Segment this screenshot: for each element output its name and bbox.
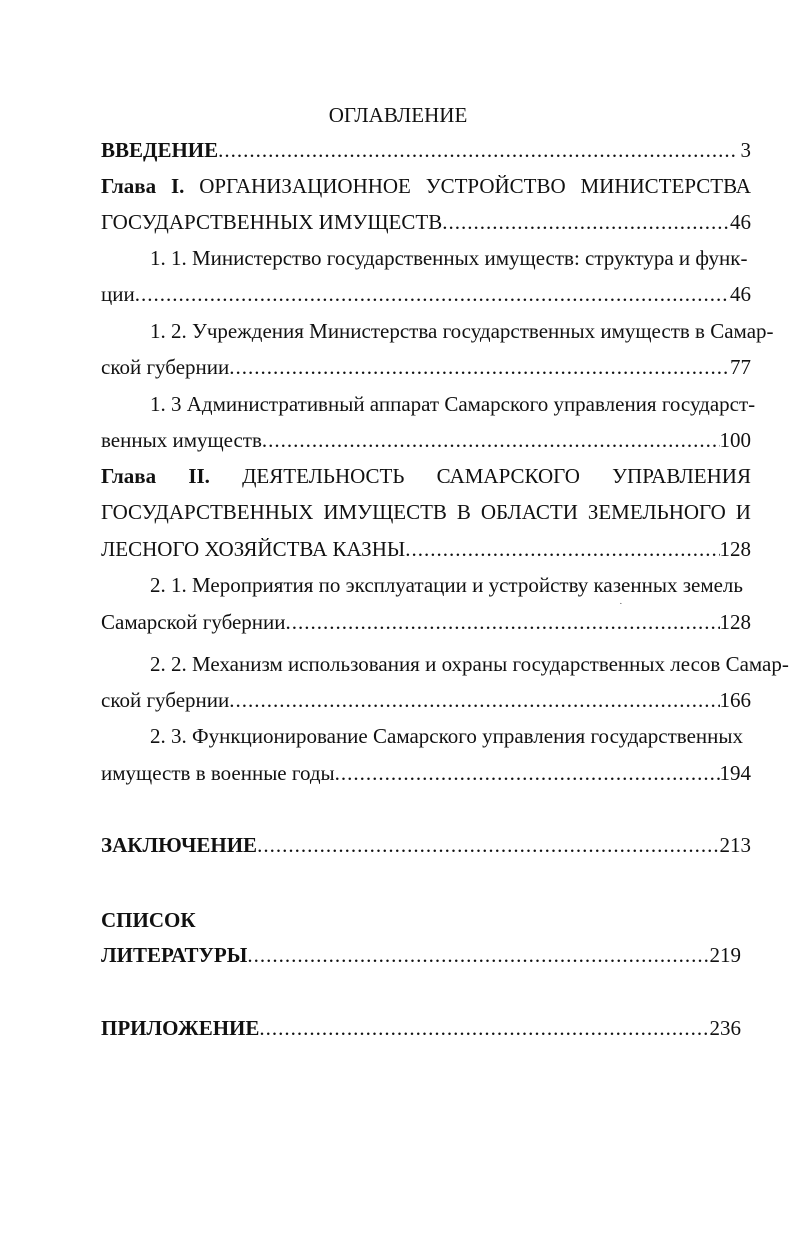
leader-dots: [229, 687, 719, 713]
leader-dots: [442, 209, 730, 235]
toc-section-2-1-line2: [101, 609, 751, 635]
toc-label: ВВЕДЕНИЕ: [101, 138, 219, 162]
leader-dots: [405, 536, 719, 562]
page-number: 46: [730, 210, 751, 234]
chapter-1-heading-end: [101, 209, 751, 235]
toc-section-2-3-line2: [101, 760, 751, 786]
chapter-1-heading: [101, 173, 751, 199]
page-number: 166: [719, 688, 751, 712]
page-number: 213: [719, 833, 751, 857]
toc-section-2-3-line1: 2. 3. Функционирование Самарского управления государственных: [150, 724, 744, 748]
section-text: ской губернии: [101, 355, 230, 379]
toc-section-1-1-line1: 1. 1. Министерство государственных имуществ: структура и функ-: [150, 246, 748, 270]
chapter-number: II.: [188, 464, 210, 488]
toc-section-1-2-line1: 1. 2. Учреждения Министерства государственных имуществ в Самар-: [150, 319, 774, 343]
chapter-label: Глава: [101, 464, 157, 488]
toc-section-1-3-line1: 1. 3 Административный аппарат Самарского управления государст-: [150, 392, 756, 416]
heading-word: В: [456, 500, 471, 524]
section-text: имуществ в военные годы: [101, 761, 335, 785]
toc-entry-conclusion: [101, 832, 751, 858]
section-text: Самарской губернии: [101, 610, 286, 634]
toc-entry-bibliography-line2: [101, 942, 741, 968]
page-number: 3: [740, 138, 751, 162]
heading-word: МИНИСТЕРСТВА: [580, 174, 751, 198]
page-number: 194: [719, 761, 751, 785]
section-text: ции: [101, 282, 135, 306]
heading-word: УСТРОЙСТВО: [425, 174, 566, 198]
toc-entry-bibliography-line1: СПИСОК: [101, 908, 196, 932]
leader-dots: [257, 832, 719, 858]
heading-text: ГОСУДАРСТВЕННЫХ ИМУЩЕСТВ: [101, 210, 443, 234]
leader-dots: [218, 137, 734, 163]
page-number: 236: [709, 1016, 741, 1040]
chapter-2-heading-line2: [101, 499, 751, 525]
toc-section-2-2-line1: 2. 2. Механизм использования и охраны государственных лесов Самар-: [150, 652, 789, 676]
page-number: 46: [730, 282, 751, 306]
section-text: венных имуществ: [101, 428, 262, 452]
chapter-2-heading: [101, 463, 751, 489]
heading-word: ГОСУДАРСТВЕННЫХ: [101, 500, 314, 524]
page-number: 128: [719, 537, 751, 561]
toc-label: ЛИТЕРАТУРЫ: [101, 943, 248, 967]
page-number: 219: [709, 943, 741, 967]
page-number: 100: [719, 428, 751, 452]
scan-speck: ˙: [619, 601, 623, 613]
toc-section-1-1-line2: [101, 281, 751, 307]
toc-entry-introduction: [101, 137, 751, 163]
toc-entry-appendix: [101, 1015, 741, 1041]
page-number: 128: [719, 610, 751, 634]
toc-label: ЗАКЛЮЧЕНИЕ: [101, 833, 258, 857]
heading-word: ОРГАНИЗАЦИОННОЕ: [199, 174, 411, 198]
heading-word: САМАРСКОГО: [436, 464, 580, 488]
page-title: ОГЛАВЛЕНИЕ: [328, 103, 468, 127]
leader-dots: [335, 760, 720, 786]
toc-section-1-3-line2: [101, 427, 751, 453]
chapter-label: Глава: [101, 174, 157, 198]
heading-text: ЛЕСНОГО ХОЗЯЙСТВА КАЗНЫ: [101, 537, 406, 561]
leader-dots: [135, 281, 730, 307]
leader-dots: [229, 354, 730, 380]
page-number: 77: [730, 355, 751, 379]
heading-word: ОБЛАСТИ: [480, 500, 578, 524]
toc-section-2-1-line1: 2. 1. Мероприятия по эксплуатации и устройству казенных земель: [150, 573, 743, 597]
heading-word: ДЕЯТЕЛЬНОСТЬ: [242, 464, 405, 488]
heading-word: И: [735, 500, 751, 524]
heading-word: ИМУЩЕСТВ: [323, 500, 447, 524]
heading-word: ЗЕМЕЛЬНОГО: [587, 500, 726, 524]
heading-word: УПРАВЛЕНИЯ: [612, 464, 751, 488]
toc-section-1-2-line2: [101, 354, 751, 380]
leader-dots: [262, 427, 720, 453]
chapter-number: I.: [170, 174, 185, 198]
section-text: ской губернии: [101, 688, 230, 712]
toc-section-2-2-line2: [101, 687, 751, 713]
leader-dots: [286, 609, 720, 635]
leader-dots: [247, 942, 709, 968]
leader-dots: [259, 1015, 709, 1041]
toc-label: ПРИЛОЖЕНИЕ: [101, 1016, 260, 1040]
chapter-2-heading-end: [101, 536, 751, 562]
